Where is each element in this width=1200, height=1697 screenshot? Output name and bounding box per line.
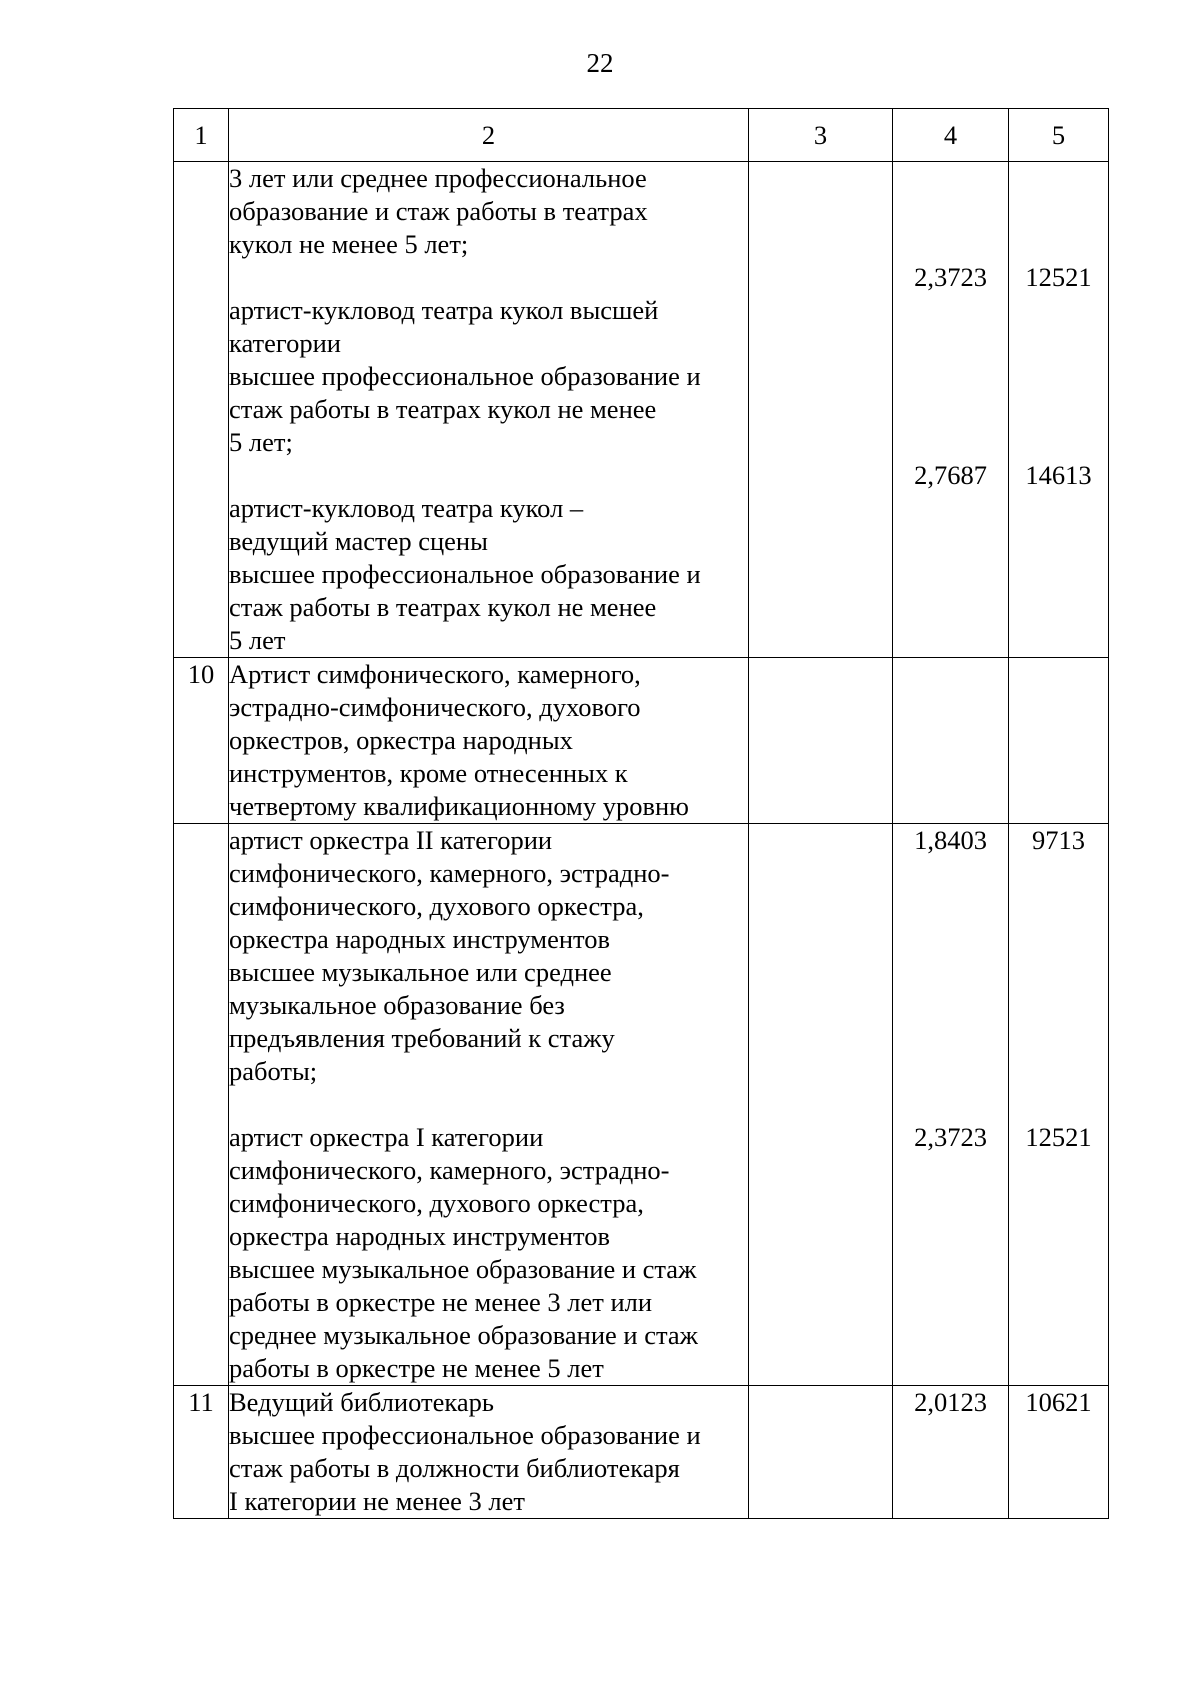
description-line: 5 лет: [229, 625, 286, 655]
line-spacer: [1009, 327, 1108, 360]
table-row: [174, 658, 1109, 824]
position-description-cell: [229, 658, 749, 824]
line-spacer: [893, 857, 1008, 890]
salary-value-block: [1009, 162, 1108, 228]
description-line: оркестра народных инструментов: [229, 924, 611, 954]
salary-cell: [1009, 162, 1109, 658]
line-spacer: [1009, 1187, 1108, 1220]
line-spacer: [749, 426, 892, 459]
line-spacer: [1009, 1154, 1108, 1187]
description-line: 5 лет;: [229, 427, 293, 457]
position-entry: [229, 294, 748, 459]
line-spacer: [749, 857, 892, 890]
description-line: музыкальное образование без: [229, 990, 565, 1020]
salary-value-block: [1009, 824, 1108, 1088]
line-spacer: [1009, 890, 1108, 923]
line-spacer: [749, 1419, 892, 1452]
line-spacer: [749, 1088, 892, 1121]
line-spacer: [893, 294, 1008, 327]
line-spacer: [893, 724, 1008, 757]
line-spacer: [749, 890, 892, 923]
description-line: образование и стаж работы в театрах: [229, 196, 648, 226]
line-spacer: [749, 1253, 892, 1286]
row-number-cell: [174, 824, 229, 1386]
salary-table: [173, 108, 1109, 1519]
coefficient-value: 2,0123: [914, 1387, 987, 1417]
line-spacer: [749, 525, 892, 558]
line-spacer: [1009, 1253, 1108, 1286]
line-spacer: [893, 1220, 1008, 1253]
coefficient-cell: [893, 1386, 1009, 1519]
description-line: артист оркестра II категории: [229, 825, 553, 855]
salary-value: 12521: [1025, 1122, 1092, 1152]
description-line: кукол не менее 5 лет;: [229, 229, 469, 259]
entry-gap: [1009, 1088, 1108, 1121]
line-spacer: [893, 591, 1008, 624]
description-line: симфонического, духового оркестра,: [229, 891, 644, 921]
line-spacer: [1009, 360, 1108, 393]
column-3-value-block: [749, 824, 892, 1055]
entry-gap: [749, 393, 892, 426]
coefficient-value-block: [893, 162, 1008, 228]
entry-gap: [893, 1088, 1008, 1121]
row-number-cell: 10: [174, 658, 229, 824]
entry-gap: [1009, 426, 1108, 459]
column-3-value-block: [749, 658, 892, 790]
column-3-value-block: [749, 426, 892, 558]
line-spacer: [749, 691, 892, 724]
table-row: [174, 1386, 1109, 1519]
coefficient-value-block: [893, 261, 1008, 426]
salary-cell: [1009, 1386, 1109, 1519]
line-spacer: [893, 195, 1008, 228]
line-spacer: [893, 525, 1008, 558]
line-spacer: [1009, 1452, 1108, 1485]
line-spacer: [893, 1352, 1008, 1385]
coefficient-cell: [893, 658, 1009, 824]
description-line: стаж работы в театрах кукол не менее: [229, 394, 657, 424]
line-spacer: [749, 195, 892, 228]
line-spacer: [749, 1022, 892, 1055]
description-line: симфонического, духового оркестра,: [229, 1188, 644, 1218]
line-spacer: [749, 492, 892, 525]
line-spacer: [1009, 691, 1108, 724]
line-spacer: [749, 923, 892, 956]
salary-value-block: [1009, 261, 1108, 426]
column-3-cell: [749, 1386, 893, 1519]
position-description-cell: [229, 824, 749, 1386]
description-line: предъявления требований к стажу: [229, 1023, 615, 1053]
coefficient-value: 1,8403: [914, 825, 987, 855]
line-spacer: [893, 1055, 1008, 1088]
line-spacer: [749, 162, 892, 195]
line-spacer: [1009, 1419, 1108, 1452]
column-3-cell: [749, 658, 893, 824]
line-spacer: [1009, 1055, 1108, 1088]
column-3-value-block: [749, 1088, 892, 1319]
line-spacer: [749, 294, 892, 327]
coefficient-value: 2,7687: [914, 460, 987, 490]
position-entry: [229, 824, 748, 1088]
salary-value-block: [1009, 658, 1108, 790]
line-spacer: [749, 327, 892, 360]
line-spacer: [893, 1319, 1008, 1352]
coefficient-value-block: [893, 459, 1008, 624]
line-spacer: [749, 1121, 892, 1154]
line-spacer: [893, 327, 1008, 360]
line-spacer: [749, 724, 892, 757]
coefficient-value: 2,3723: [914, 262, 987, 292]
description-line: работы в оркестре не менее 5 лет: [229, 1353, 604, 1383]
salary-value: 14613: [1025, 460, 1092, 490]
coefficient-cell: [893, 162, 1009, 658]
line-spacer: [749, 1154, 892, 1187]
salary-cell: [1009, 824, 1109, 1386]
salary-value: 9713: [1032, 825, 1085, 855]
line-spacer: [1009, 989, 1108, 1022]
coefficient-cell: [893, 824, 1009, 1386]
line-spacer: [893, 162, 1008, 195]
description-line: инструментов, кроме отнесенных к: [229, 758, 628, 788]
line-spacer: [1009, 857, 1108, 890]
salary-value: 10621: [1025, 1387, 1092, 1417]
line-spacer: [1009, 1352, 1108, 1385]
description-line: высшее музыкальное образование и стаж: [229, 1254, 697, 1284]
line-spacer: [893, 757, 1008, 790]
line-spacer: [893, 492, 1008, 525]
description-line: артист-кукловод театра кукол высшей: [229, 295, 659, 325]
line-spacer: [749, 1220, 892, 1253]
column-3-value-block: [749, 261, 892, 393]
line-spacer: [1009, 492, 1108, 525]
line-spacer: [1009, 558, 1108, 591]
line-spacer: [749, 459, 892, 492]
line-spacer: [893, 360, 1008, 393]
line-spacer: [1009, 658, 1108, 691]
description-line: эстрадно-симфонического, духового: [229, 692, 641, 722]
line-spacer: [1009, 525, 1108, 558]
table-body: [174, 109, 1109, 1519]
column-3-cell: [749, 162, 893, 658]
line-spacer: [893, 1187, 1008, 1220]
description-line: Артист симфонического, камерного,: [229, 659, 641, 689]
header-cell-1: 1: [174, 109, 229, 162]
description-line: высшее профессиональное образование и: [229, 361, 701, 391]
line-spacer: [1009, 393, 1108, 426]
line-spacer: [749, 360, 892, 393]
line-spacer: [1009, 162, 1108, 195]
line-spacer: [749, 824, 892, 857]
line-spacer: [1009, 923, 1108, 956]
line-spacer: [1009, 956, 1108, 989]
entry-gap: [893, 228, 1008, 261]
description-line: I категории не менее 3 лет: [229, 1486, 525, 1516]
page-number: 22: [586, 48, 614, 78]
description-line: артист-кукловод театра кукол –: [229, 493, 584, 523]
entry-gap: [749, 1055, 892, 1088]
line-spacer: [749, 1452, 892, 1485]
line-spacer: [893, 1419, 1008, 1452]
description-line: ведущий мастер сцены: [229, 526, 488, 556]
coefficient-value-block: [893, 658, 1008, 790]
line-spacer: [1009, 1220, 1108, 1253]
table-row: [174, 824, 1109, 1386]
salary-value-block: [1009, 459, 1108, 624]
position-entry: [229, 1386, 748, 1518]
line-spacer: [893, 956, 1008, 989]
description-line: оркестров, оркестра народных: [229, 725, 573, 755]
column-3-cell: [749, 824, 893, 1386]
line-spacer: [893, 691, 1008, 724]
line-spacer: [893, 923, 1008, 956]
header-cell-4: 4: [893, 109, 1009, 162]
entry-gap: [229, 459, 748, 492]
description-line: Ведущий библиотекарь: [229, 1387, 494, 1417]
description-line: 3 лет или среднее профессиональное: [229, 163, 647, 193]
description-line: работы в оркестре не менее 3 лет или: [229, 1287, 653, 1317]
line-spacer: [749, 261, 892, 294]
description-line: артист оркестра I категории: [229, 1122, 544, 1152]
line-spacer: [749, 1187, 892, 1220]
header-cell-5: 5: [1009, 109, 1109, 162]
position-entry: [229, 162, 748, 261]
line-spacer: [893, 989, 1008, 1022]
line-spacer: [1009, 757, 1108, 790]
line-spacer: [893, 1253, 1008, 1286]
position-description-cell: [229, 162, 749, 658]
description-line: работы;: [229, 1056, 318, 1086]
salary-value-block: [1009, 1386, 1108, 1518]
entry-gap: [893, 426, 1008, 459]
entry-gap: [1009, 228, 1108, 261]
column-3-value-block: [749, 1386, 892, 1485]
position-entry: [229, 1121, 748, 1385]
coefficient-value-block: [893, 824, 1008, 1088]
line-spacer: [893, 1286, 1008, 1319]
description-line: высшее музыкальное или среднее: [229, 957, 612, 987]
line-spacer: [1009, 195, 1108, 228]
line-spacer: [749, 989, 892, 1022]
description-line: высшее профессиональное образование и: [229, 559, 701, 589]
description-line: высшее профессиональное образование и: [229, 1420, 701, 1450]
line-spacer: [1009, 724, 1108, 757]
line-spacer: [749, 1286, 892, 1319]
coefficient-value-block: [893, 1121, 1008, 1385]
salary-value-block: [1009, 1121, 1108, 1385]
description-line: стаж работы в театрах кукол не менее: [229, 592, 657, 622]
line-spacer: [1009, 591, 1108, 624]
line-spacer: [749, 658, 892, 691]
description-line: оркестра народных инструментов: [229, 1221, 611, 1251]
line-spacer: [893, 558, 1008, 591]
line-spacer: [893, 658, 1008, 691]
header-cell-3: 3: [749, 109, 893, 162]
line-spacer: [1009, 1022, 1108, 1055]
header-cell-2: 2: [229, 109, 749, 162]
line-spacer: [893, 890, 1008, 923]
column-3-value-block: [749, 162, 892, 228]
coefficient-value: 2,3723: [914, 1122, 987, 1152]
line-spacer: [1009, 1286, 1108, 1319]
entry-gap: [229, 261, 748, 294]
position-entry: [229, 492, 748, 657]
line-spacer: [893, 1154, 1008, 1187]
description-line: четвертому квалификационному уровню: [229, 791, 689, 821]
description-line: среднее музыкальное образование и стаж: [229, 1320, 698, 1350]
line-spacer: [749, 1386, 892, 1419]
description-line: симфонического, камерного, эстрадно-: [229, 858, 670, 888]
line-spacer: [1009, 1319, 1108, 1352]
row-number-cell: [174, 162, 229, 658]
line-spacer: [1009, 294, 1108, 327]
salary-value: 12521: [1025, 262, 1092, 292]
entry-gap: [229, 1088, 748, 1121]
position-entry: [229, 658, 748, 823]
line-spacer: [1009, 1485, 1108, 1518]
salary-cell: [1009, 658, 1109, 824]
position-description-cell: [229, 1386, 749, 1519]
table-row: [174, 162, 1109, 658]
description-line: стаж работы в должности библиотекаря: [229, 1453, 680, 1483]
line-spacer: [749, 956, 892, 989]
description-line: категории: [229, 328, 341, 358]
line-spacer: [893, 1022, 1008, 1055]
line-spacer: [749, 757, 892, 790]
table-header-row: [174, 109, 1109, 162]
description-line: симфонического, камерного, эстрадно-: [229, 1155, 670, 1185]
line-spacer: [893, 1452, 1008, 1485]
line-spacer: [893, 393, 1008, 426]
line-spacer: [893, 1485, 1008, 1518]
entry-gap: [749, 228, 892, 261]
row-number-cell: 11: [174, 1386, 229, 1519]
coefficient-value-block: [893, 1386, 1008, 1518]
